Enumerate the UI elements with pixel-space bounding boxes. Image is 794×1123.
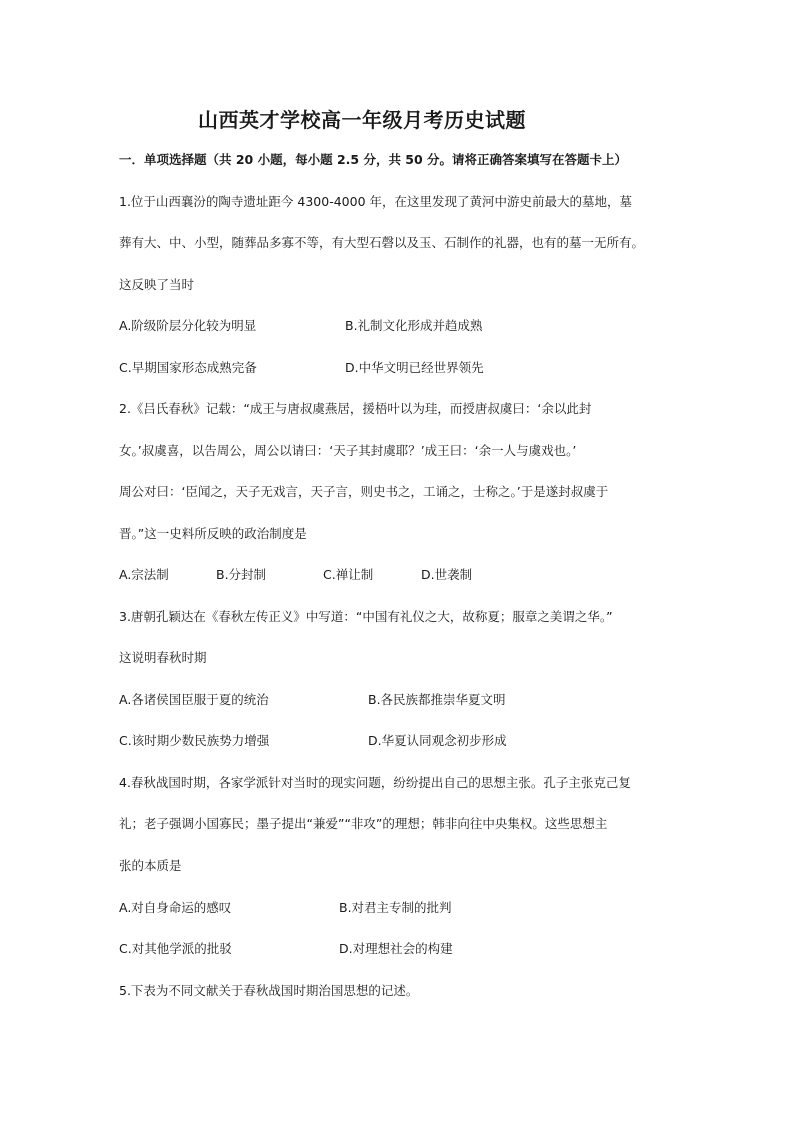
q2-option-d: D.世袭制	[421, 567, 473, 582]
q5-line-1: 5.下表为不同文献关于春秋战国时期治国思想的记述。	[119, 983, 419, 998]
q4-line-3: 张的本质是	[119, 858, 182, 873]
q4-option-d: D.对理想社会的构建	[339, 941, 453, 956]
section-header: 一．单项选择题（共 20 小题，每小题 2.5 分，共 50 分。请将正确答案填写在答题卡上）	[119, 152, 628, 167]
q2-option-b: B.分封制	[216, 567, 267, 582]
q2-line-4: 晋。”这一史料所反映的政治制度是	[119, 526, 307, 541]
q3-line-1: 3.唐朝孔颖达在《春秋左传正义》中写道：“中国有礼仪之大，故称夏；服章之美谓之华。”	[119, 609, 613, 624]
q1-option-a: A.阶级阶层分化较为明显	[119, 318, 257, 333]
q3-line-2: 这说明春秋时期	[119, 650, 207, 665]
q1-option-c: C.早期国家形态成熟完备	[119, 360, 257, 375]
q4-option-b: B.对君主专制的批判	[339, 900, 452, 915]
q4-option-a: A.对自身命运的感叹	[119, 900, 232, 915]
q4-option-c: C.对其他学派的批驳	[119, 941, 232, 956]
q1-option-b: B.礼制文化形成并趋成熟	[345, 318, 483, 333]
q3-option-b: B.各民族都推崇华夏文明	[368, 692, 506, 707]
q3-option-a: A.各诸侯国臣服于夏的统治	[119, 692, 269, 707]
q1-line-1: 1.位于山西襄汾的陶寺遗址距今 4300-4000 年，在这里发现了黄河中游史前最大的墓地，墓	[119, 194, 633, 209]
q2-option-c: C.禅让制	[323, 567, 374, 582]
q1-option-d: D.中华文明已经世界领先	[345, 360, 484, 375]
q3-option-c: C.该时期少数民族势力增强	[119, 733, 270, 748]
q2-line-1: 2.《吕氏春秋》记载：“成王与唐叔虞燕居，援梧叶以为珪，而授唐叔虞曰：‘余以此封	[119, 401, 592, 416]
page-title: 山西英才学校高一年级月考历史试题	[198, 108, 526, 132]
q2-line-3: 周公对曰：‘臣闻之，天子无戏言，天子言，则史书之，工诵之，士称之。’于是遂封叔虞于	[119, 484, 609, 499]
q1-line-2: 葬有大、中、小型，随葬品多寡不等，有大型石磬以及玉、石制作的礼器，也有的墓一无所有。	[119, 235, 645, 250]
q4-line-1: 4.春秋战国时期，各家学派针对当时的现实问题，纷纷提出自己的思想主张。孔子主张克己复	[119, 775, 631, 790]
q2-option-a: A.宗法制	[119, 567, 169, 582]
q3-option-d: D.华夏认同观念初步形成	[368, 733, 507, 748]
q2-line-2: 女。’叔虞喜，以告周公，周公以请曰：‘天子其封虞耶？’成王曰：‘余一人与虞戏也。’	[119, 443, 577, 458]
q1-line-3: 这反映了当时	[119, 277, 195, 292]
q4-line-2: 礼；老子强调小国寡民；墨子提出“兼爱”“非攻”的理想；韩非向往中央集权。这些思想主	[119, 816, 608, 831]
